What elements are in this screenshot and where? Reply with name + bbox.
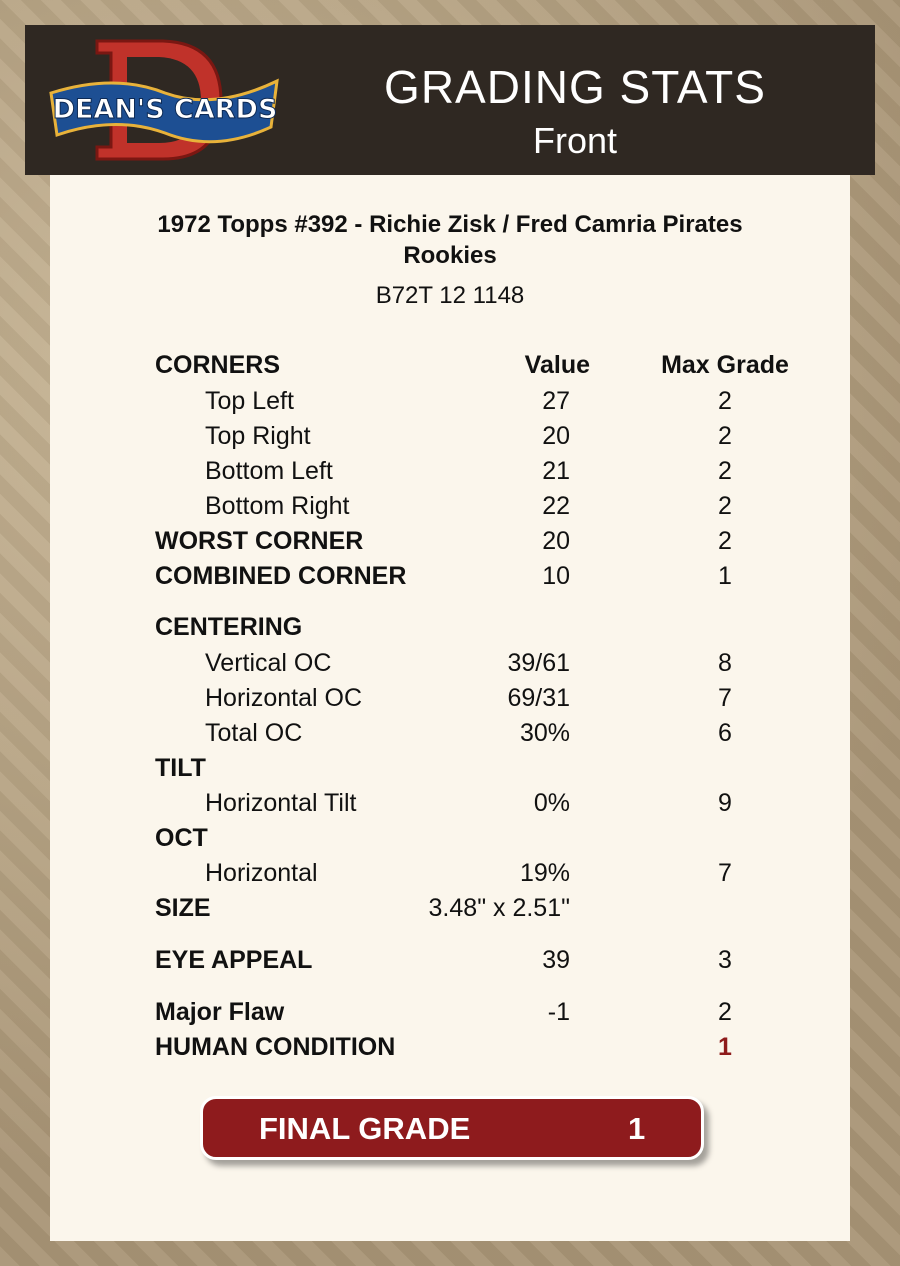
row-max-grade: 9: [718, 789, 732, 817]
table-row: [50, 527, 850, 561]
row-label: Bottom Right: [205, 492, 350, 520]
row-label: Top Left: [205, 387, 294, 415]
row-label: Total OC: [205, 719, 303, 747]
card-title-line1: 1972 Topps #392 - Richie Zisk / Fred Camria Pirates: [157, 211, 743, 238]
table-row: [50, 684, 850, 718]
row-max-grade: 2: [718, 998, 732, 1026]
svg-text:DEAN'S CARDS: DEAN'S CARDS: [52, 94, 278, 125]
page-subtitle: Front: [532, 120, 618, 161]
max-grade-column-header: Max Grade: [661, 351, 789, 379]
row-max-grade: 1: [718, 562, 732, 590]
row-label: Major Flaw: [155, 998, 285, 1026]
deans-cards-logo: [45, 35, 285, 165]
row-label: Horizontal OC: [205, 684, 362, 712]
card-title-line2: Rookies: [403, 242, 497, 269]
table-row: [50, 894, 850, 928]
row-label: CENTERING: [155, 613, 303, 641]
card-title: [50, 209, 850, 271]
row-value: 69/31: [507, 684, 570, 712]
row-max-grade: 2: [718, 457, 732, 485]
table-row: [50, 789, 850, 823]
table-row: [50, 422, 850, 456]
row-value: 20: [542, 527, 570, 555]
final-grade-value: 1: [628, 1111, 646, 1146]
row-label: CORNERS: [155, 351, 281, 379]
row-value: 39: [542, 946, 570, 974]
row-value: 22: [542, 492, 570, 520]
table-row: [50, 719, 850, 753]
row-value: 19%: [519, 859, 570, 887]
row-value: -1: [547, 998, 570, 1026]
page-title: GRADING STATS: [384, 61, 766, 113]
row-label: Horizontal: [205, 859, 318, 887]
row-label: SIZE: [155, 894, 211, 922]
row-value: 0%: [533, 789, 570, 817]
row-max-grade: 3: [718, 946, 732, 974]
row-label: Top Right: [205, 422, 311, 450]
section-centering: [50, 613, 850, 647]
row-label: Horizontal Tilt: [205, 789, 357, 817]
table-row: [50, 492, 850, 526]
row-value: 27: [542, 387, 570, 415]
section-tilt: [50, 754, 850, 788]
row-value: 3.48" x 2.51": [428, 894, 570, 922]
value-column-header: Value: [524, 351, 590, 379]
row-value: 30%: [519, 719, 570, 747]
row-label: COMBINED CORNER: [155, 562, 407, 590]
final-grade-badge: [200, 1096, 704, 1160]
row-label: HUMAN CONDITION: [155, 1033, 396, 1061]
row-label: Vertical OC: [205, 649, 332, 677]
row-max-grade: 2: [718, 527, 732, 555]
row-value: 21: [542, 457, 570, 485]
row-label: EYE APPEAL: [155, 946, 313, 974]
table-row: [50, 457, 850, 491]
row-label: OCT: [155, 824, 208, 852]
final-grade-label: FINAL GRADE: [259, 1111, 471, 1146]
header-bar: [25, 25, 875, 175]
row-max-grade: 6: [718, 719, 732, 747]
row-value: 20: [542, 422, 570, 450]
row-max-grade: 8: [718, 649, 732, 677]
row-label: Bottom Left: [205, 457, 333, 485]
row-value: 10: [542, 562, 570, 590]
table-row: [50, 946, 850, 980]
row-label: WORST CORNER: [155, 527, 364, 555]
grading-panel: [50, 175, 850, 1241]
row-max-grade: 1: [718, 1033, 732, 1061]
row-max-grade: 7: [718, 859, 732, 887]
row-max-grade: 2: [718, 387, 732, 415]
table-row: [50, 859, 850, 893]
row-max-grade: 7: [718, 684, 732, 712]
cert-number: B72T 12 1148: [375, 282, 525, 309]
section-corners: [50, 351, 850, 385]
section-oct: [50, 824, 850, 858]
row-max-grade: 2: [718, 422, 732, 450]
row-label: TILT: [155, 754, 206, 782]
table-row: [50, 562, 850, 596]
table-row: [50, 1033, 850, 1067]
table-row: [50, 387, 850, 421]
row-value: 39/61: [507, 649, 570, 677]
row-max-grade: 2: [718, 492, 732, 520]
table-row: [50, 649, 850, 683]
table-row: [50, 998, 850, 1032]
